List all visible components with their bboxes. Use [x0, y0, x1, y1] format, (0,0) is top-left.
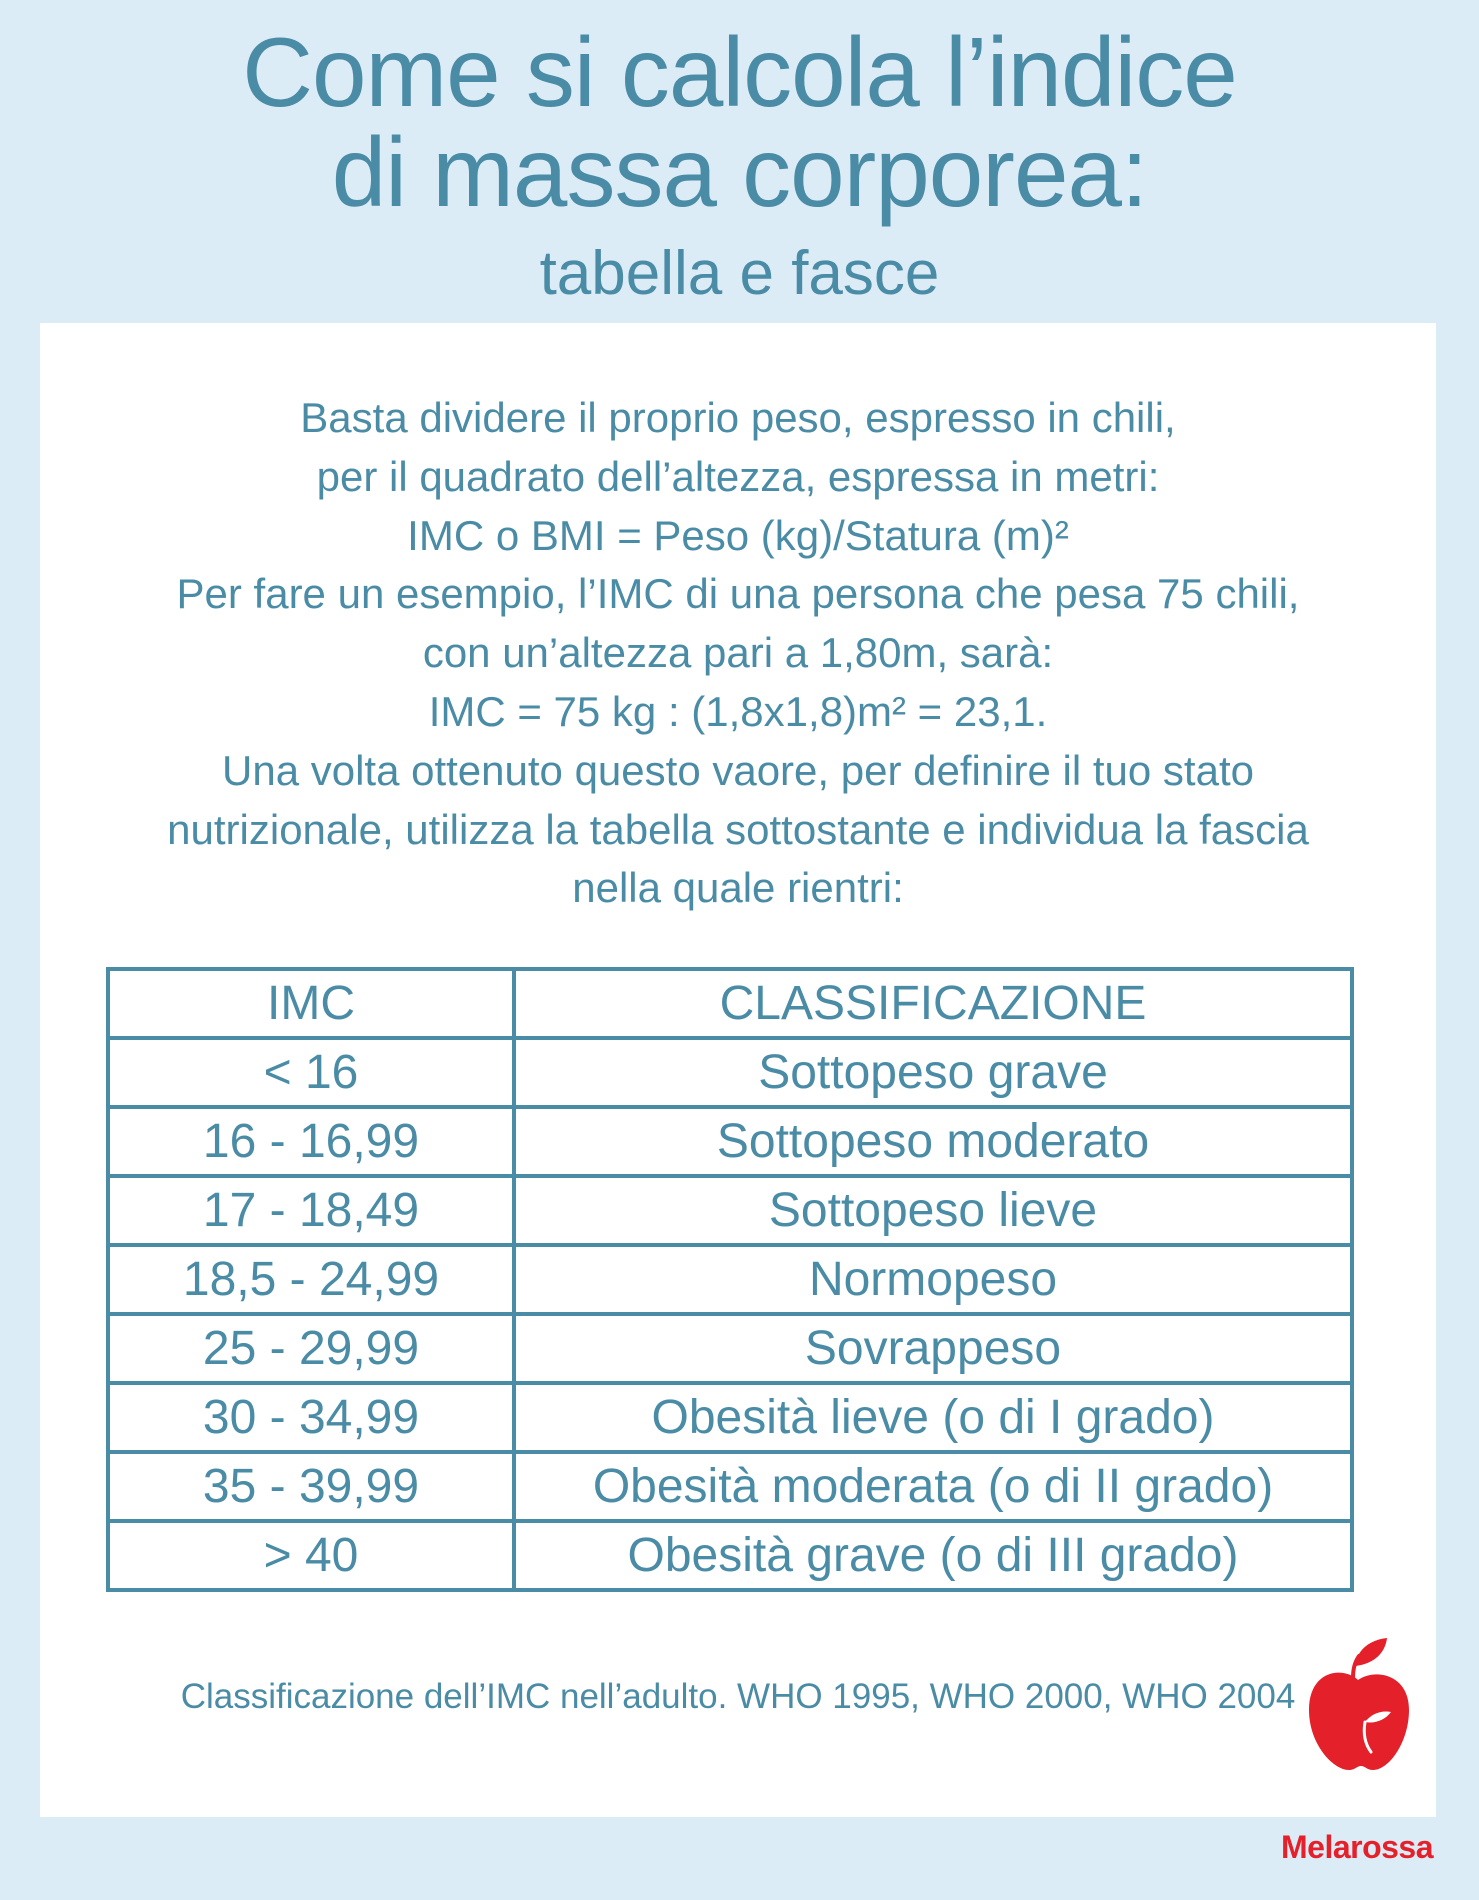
- column-header-classificazione: CLASSIFICAZIONE: [514, 969, 1352, 1038]
- imc-range-cell: > 40: [108, 1521, 514, 1590]
- intro-line: Una volta ottenuto questo vaore, per definire il tuo stato: [222, 746, 1254, 794]
- intro-line: per il quadrato dell’altezza, espressa in metri:: [316, 452, 1160, 500]
- page-title-line-1: Come si calcola l’indice: [242, 17, 1237, 127]
- imc-range-cell: < 16: [108, 1038, 514, 1107]
- imc-range-cell: 16 - 16,99: [108, 1107, 514, 1176]
- classification-cell: Sottopeso lieve: [514, 1176, 1352, 1245]
- imc-range-cell: 18,5 - 24,99: [108, 1245, 514, 1314]
- intro-text: [40, 389, 1436, 918]
- intro-line: Basta dividere il proprio peso, espresso in chili,: [300, 394, 1176, 441]
- intro-line: nutrizionale, utilizza la tabella sottostante e individua la fascia: [167, 805, 1309, 853]
- imc-range-cell: 30 - 34,99: [108, 1383, 514, 1452]
- imc-range-cell: 25 - 29,99: [108, 1314, 514, 1383]
- table-header-row: [108, 969, 1352, 1038]
- brand-name: Melarossa: [1280, 1829, 1434, 1865]
- table-row: [108, 1245, 1352, 1314]
- title-block: [0, 17, 1479, 314]
- imc-range-cell: 17 - 18,49: [108, 1176, 514, 1245]
- intro-example-formula: IMC = 75 kg : (1,8x1,8)m² = 23,1.: [428, 687, 1048, 735]
- intro-line: con un’altezza pari a 1,80m, sarà:: [422, 629, 1054, 677]
- classification-cell: Obesità lieve (o di I grado): [514, 1383, 1352, 1452]
- classification-cell: Sovrappeso: [514, 1314, 1352, 1383]
- table-row: [108, 1176, 1352, 1245]
- apple-icon: [1305, 1636, 1411, 1776]
- table-row: [108, 1383, 1352, 1452]
- page-subtitle: tabella e fasce: [539, 239, 940, 308]
- imc-range-cell: 35 - 39,99: [108, 1452, 514, 1521]
- intro-formula: IMC o BMI = Peso (kg)/Statura (m)²: [407, 511, 1069, 559]
- table-row: [108, 1452, 1352, 1521]
- table-row: [108, 1038, 1352, 1107]
- intro-line: Per fare un esempio, l’IMC di una persona che pesa 75 chili,: [176, 570, 1300, 618]
- table-row: [108, 1521, 1352, 1590]
- table-row: [108, 1107, 1352, 1176]
- classification-cell: Sottopeso grave: [514, 1038, 1352, 1107]
- bmi-classification-table: [106, 967, 1354, 1592]
- table-row: [108, 1314, 1352, 1383]
- page-title-line-2: di massa corporea:: [331, 117, 1148, 227]
- column-header-imc: IMC: [108, 969, 514, 1038]
- classification-cell: Obesità moderata (o di II grado): [514, 1452, 1352, 1521]
- intro-line: nella quale rientri:: [572, 864, 904, 912]
- classification-cell: Obesità grave (o di III grado): [514, 1521, 1352, 1590]
- content-panel: [40, 323, 1436, 1817]
- source-note: Classificazione dell’IMC nell’adulto. WHO 1995, WHO 2000, WHO 2004: [180, 1677, 1296, 1716]
- classification-cell: Sottopeso moderato: [514, 1107, 1352, 1176]
- melarossa-logo: [1267, 1636, 1447, 1866]
- classification-cell: Normopeso: [514, 1245, 1352, 1314]
